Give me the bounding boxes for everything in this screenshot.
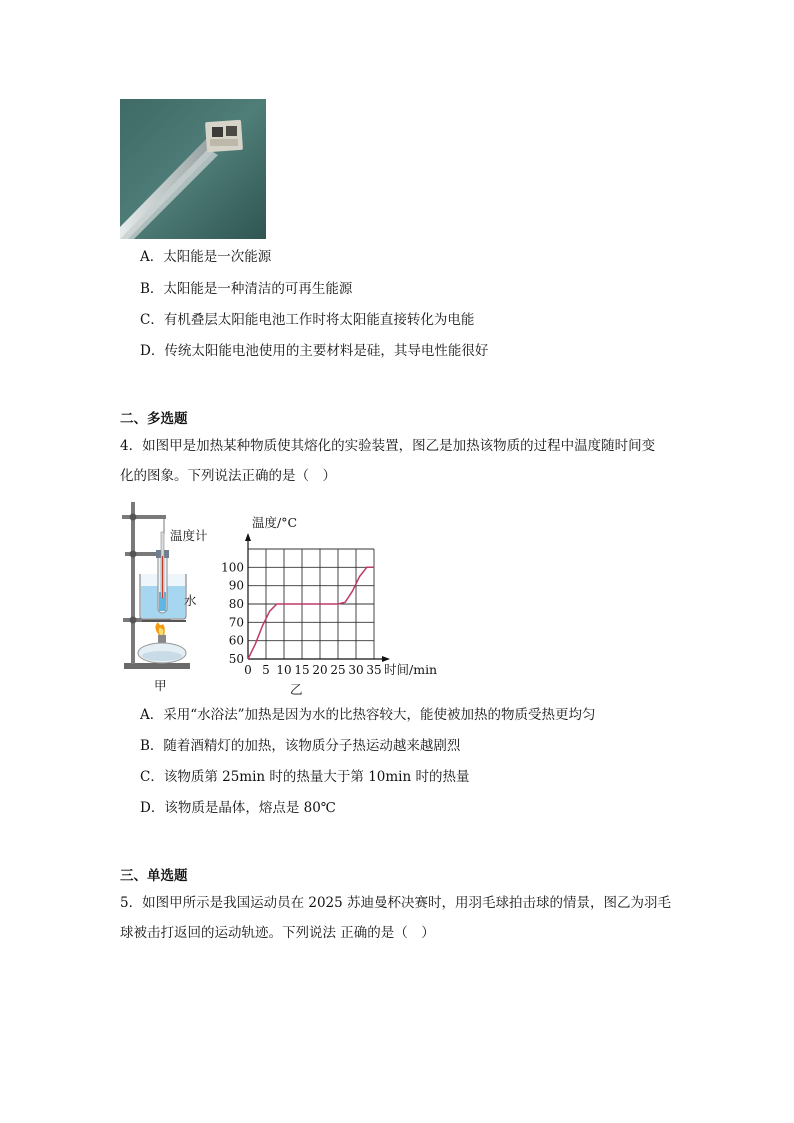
q4-option-d: D．该物质是晶体，熔点是 80℃ xyxy=(140,800,336,816)
x-tick-label: 10 xyxy=(276,663,292,677)
q4-stem-line2: 化的图象。下列说法正确的是（ ） xyxy=(120,468,336,484)
y-axis-arrow xyxy=(245,533,251,541)
heating-apparatus-figure xyxy=(118,498,238,698)
q4-option-a: A．采用“水浴法”加热是因为水的比热容较大，能使被加热的物质受热更均匀 xyxy=(140,707,596,723)
q4-option-b: B．随着酒精灯的加热，该物质分子热运动越来越剧烈 xyxy=(140,738,461,754)
section-title-multiple-choice: 二、多选题 xyxy=(120,411,188,427)
y-tick-label: 60 xyxy=(228,633,244,648)
y-tick-label: 80 xyxy=(228,597,244,611)
figure-caption-yi: 乙 xyxy=(290,682,303,697)
q4-stem-line1: 4．如图甲是加热某种物质使其熔化的实验装置，图乙是加热该物质的过程中温度随时间变 xyxy=(120,438,656,454)
q5-stem-line1: 5．如图甲所示是我国运动员在 2025 苏迪曼杯决赛时，用羽毛球拍击球的情景，图乙为羽毛 xyxy=(120,895,672,911)
solar-cell-photo xyxy=(120,99,266,239)
x-tick-label: 25 xyxy=(330,663,346,677)
x-tick-label: 5 xyxy=(262,663,270,677)
section-title-single-choice: 三、单选题 xyxy=(120,868,188,884)
y-tick-label: 70 xyxy=(228,615,244,630)
y-tick-label: 100 xyxy=(221,560,244,575)
q3-option-a: A．太阳能是一次能源 xyxy=(140,249,272,265)
x-tick-label: 20 xyxy=(312,663,328,677)
thermometer-label: 温度计 xyxy=(170,528,208,543)
figure-caption-jia: 甲 xyxy=(154,678,167,693)
q3-option-b: B．太阳能是一种清洁的可再生能源 xyxy=(140,281,353,297)
water-label: 水 xyxy=(184,593,197,608)
x-tick-label: 35 xyxy=(366,663,382,677)
temperature-curve xyxy=(248,567,374,659)
x-axis-label: 时间/min xyxy=(384,662,438,677)
x-tick-label: 0 xyxy=(244,663,252,677)
q3-option-d: D．传统太阳能电池使用的主要材料是硅，其导电性能很好 xyxy=(140,343,489,359)
x-tick-label: 30 xyxy=(348,663,364,677)
y-tick-label: 90 xyxy=(228,578,244,593)
x-tick-label: 15 xyxy=(294,663,310,677)
y-tick-label: 50 xyxy=(228,652,244,666)
q3-option-c: C．有机叠层太阳能电池工作时将太阳能直接转化为电能 xyxy=(140,312,475,328)
q4-option-c: C．该物质第 25min 时的热量大于第 10min 时的热量 xyxy=(140,769,470,785)
temperature-time-chart xyxy=(221,515,446,698)
q5-stem-line2: 球被击打返回的运动轨迹。下列说法 正确的是（ ） xyxy=(120,925,435,941)
y-axis-label: 温度/°C xyxy=(252,515,298,530)
